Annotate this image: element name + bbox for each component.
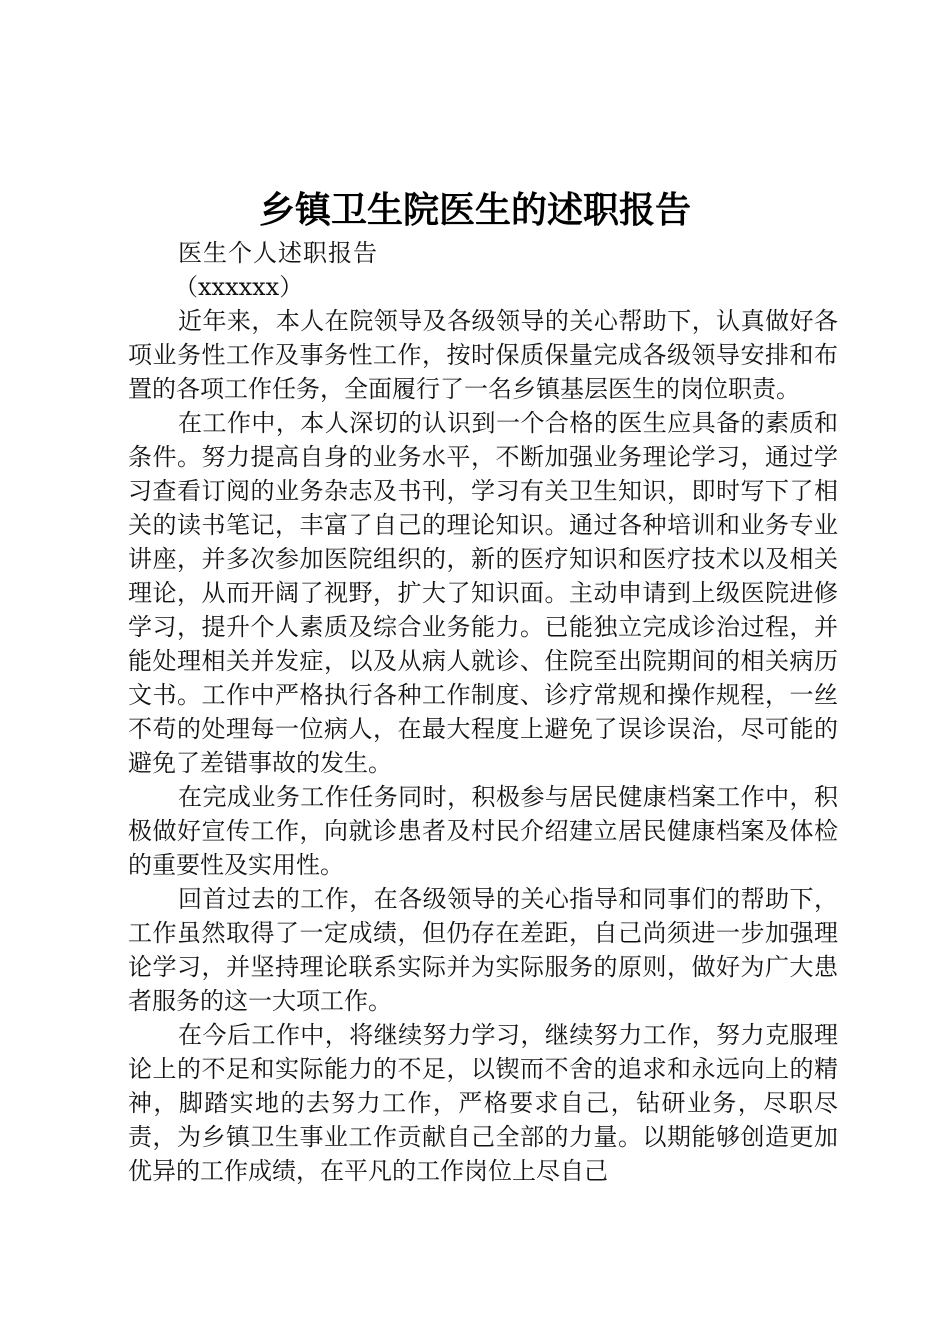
paragraph: 回首过去的工作，在各级领导的关心指导和同事们的帮助下，工作虽然取得了一定成绩，但仍存在差距，自己尚须进一步加强理论学习，并坚持理论联系实际并为实际服务的原则，做好为广大患者服务的这一大项工作。 — [128, 885, 838, 1015]
paragraph: 在完成业务工作任务同时，积极参与居民健康档案工作中，积极做好宣传工作，向就诊患者及村民介绍建立居民健康档案及体检的重要性及实用性。 — [128, 783, 838, 879]
document-code-line: （xxxxxx） — [174, 273, 304, 301]
document-body — [128, 236, 838, 1188]
paragraph: 在工作中，本人深切的认识到一个合格的医生应具备的素质和条件。努力提高自身的业务水平，不断加强业务理论学习，通过学习查看订阅的业务杂志及书刊，学习有关卫生知识，即时写下了相关的读书笔记，丰富了自己的理论知识。通过各种培训和业务专业讲座，并多次参加医院组织的，新的医疗知识和医疗技术以及相关理论，从而开阔了视野，扩大了知识面。主动申请到上级医院进修学习，提升个人素质及综合业务能力。已能独立完成诊治过程，并能处理相关并发症，以及从病人就诊、住院至出院期间的相关病历文书。工作中严格执行各种工作制度、诊疗常规和操作规程，一丝不苟的处理每一位病人，在最大程度上避免了误诊误治，尽可能的避免了差错事故的发生。 — [128, 409, 838, 777]
document-title: 乡镇卫生院医生的述职报告 — [258, 189, 691, 231]
paragraph: 在今后工作中，将继续努力学习，继续努力工作，努力克服理论上的不足和实际能力的不足，以锲而不舍的追求和永远向上的精神，脚踏实地的去努力工作，严格要求自己，钻研业务，尽职尽责，为乡镇卫生事业工作贡献自己全部的力量。以期能够创造更加优异的工作成绩，在平凡的工作岗位上尽自己 — [128, 1021, 838, 1185]
document-subtitle: 医生个人述职报告 — [178, 239, 378, 267]
paragraph: 近年来，本人在院领导及各级领导的关心帮助下，认真做好各项业务性工作及事务性工作，按时保质保量完成各级领导安排和布置的各项工作任务，全面履行了一名乡镇基层医生的岗位职责。 — [128, 307, 838, 403]
